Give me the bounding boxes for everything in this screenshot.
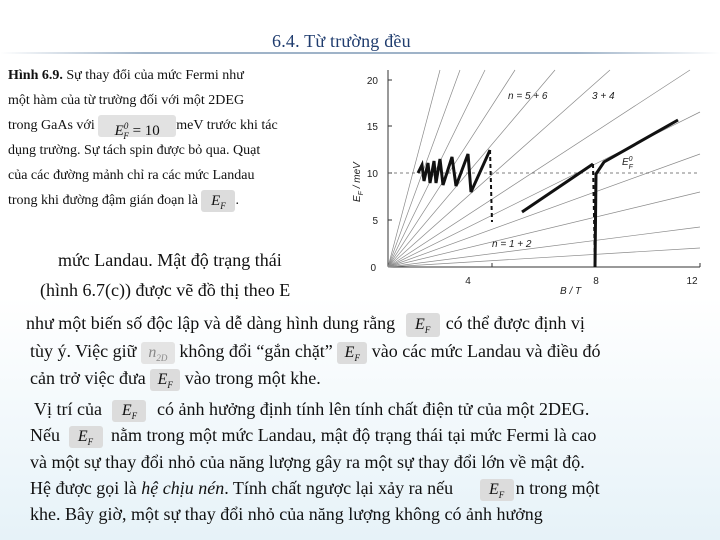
body-line-10: khe. Bây giờ, một sự thay đổi nhỏ của năng lượng không có ảnh hưởng	[30, 504, 543, 524]
caption-line-6	[8, 188, 239, 213]
label-ef0-sup: 0	[628, 156, 633, 163]
x-tick-label: 8	[593, 276, 599, 287]
body-text-span: n trong một	[515, 478, 600, 498]
y-label-symbol: E	[352, 195, 363, 202]
body-line-1: mức Landau. Mật độ trạng thái	[58, 250, 282, 270]
symbol-e: E	[157, 370, 168, 388]
compressible-term: hệ chịu nén	[141, 478, 225, 498]
body-text-span: Hệ được gọi là	[30, 478, 137, 498]
body-text-span: như một biến số độc lập và dễ dàng hình dung rằng	[26, 313, 396, 334]
y-tick-label: 20	[366, 76, 378, 87]
x-axis-label: B / T	[560, 286, 582, 297]
label-top-2: 3 + 4	[592, 91, 615, 102]
ef-symbol	[150, 369, 180, 391]
symbol-sub: F	[498, 490, 505, 501]
symbol-sub: F	[220, 200, 226, 211]
formula-symbol: E	[114, 122, 124, 139]
body-text-span: vào các mức Landau và điều đó	[371, 341, 601, 361]
caption-text: trong GaAs với	[8, 118, 99, 133]
symbol-sub: F	[354, 353, 360, 364]
body-line-2: (hình 6.7(c)) được vẽ đồ thị theo E	[40, 280, 291, 300]
figure-number: Hình 6.9.	[8, 68, 63, 83]
body-text-span: không đổi “gắn chặt”	[179, 341, 333, 361]
title-divider	[0, 52, 720, 54]
body-line-8: và một sự thay đổi nhỏ của năng lượng gây ra một sự thay đổi lớn về mật độ.	[30, 452, 585, 472]
caption-text: Sự thay đổi của mức Fermi như	[62, 68, 244, 83]
fermi-jump	[490, 150, 492, 222]
body-text-span: Nếu	[30, 425, 60, 445]
caption-line-1	[8, 63, 244, 88]
symbol-sub: 2D	[156, 353, 168, 364]
y-tick-label: 0	[370, 263, 376, 274]
label-top: n = 5 + 6	[508, 91, 548, 102]
formula-sup: 0	[123, 120, 129, 131]
symbol-e: E	[415, 316, 425, 333]
body-line-3	[26, 313, 585, 337]
body-text-span: có thể được định vị	[445, 313, 585, 334]
ef-symbol	[480, 479, 514, 501]
slide-title: 6.4. Từ trường đều	[272, 31, 411, 51]
symbol-e: E	[488, 480, 499, 498]
fermi-level-curve	[595, 120, 678, 267]
y-label-sub: F	[358, 191, 365, 196]
ef-symbol	[337, 342, 367, 364]
body-line-9	[30, 478, 600, 501]
body-text-span: tùy ý. Việc giữ	[30, 341, 137, 361]
caption-line-4: dụng trường. Sự tách spin được bỏ qua. Quạt	[8, 143, 261, 158]
y-tick-label: 15	[366, 122, 378, 133]
symbol-e: E	[211, 192, 221, 209]
body-text-span: cản trở việc đưa	[30, 368, 146, 388]
formula-sub: F	[123, 130, 129, 141]
symbol-e: E	[344, 343, 355, 361]
caption-line-3	[8, 113, 278, 141]
ef-symbol	[201, 190, 235, 212]
symbol-sub: F	[131, 411, 138, 422]
body-line-6	[34, 399, 589, 422]
symbol-sub: F	[167, 380, 173, 391]
ef-symbol	[406, 313, 440, 337]
body-text-span: nằm trong một mức Landau, mật độ trạng thái tại mức Fermi là cao	[111, 425, 597, 445]
caption-line-5: của các đường mảnh chỉ ra các mức Landau	[8, 168, 255, 183]
caption-text: meV trước khi tác	[176, 118, 278, 133]
ef-symbol	[69, 426, 103, 448]
ef-symbol	[112, 400, 146, 422]
symbol-sub: F	[87, 437, 94, 448]
body-line-5	[30, 368, 321, 391]
body-text-span: . Tính chất ngược lại xảy ra nếu	[224, 478, 454, 498]
symbol-n: n	[148, 343, 157, 361]
n2d-symbol	[141, 342, 175, 364]
y-tick-label: 10	[366, 169, 378, 180]
caption-text: trong khi đường đậm gián đoạn là	[8, 193, 202, 208]
y-tick-label: 5	[372, 216, 378, 227]
body-line-4	[30, 341, 600, 364]
caption-line-2: một hàm của từ trường đối với một 2DEG	[8, 93, 245, 108]
label-ef0	[622, 156, 634, 171]
x-tick-label: 4	[465, 276, 471, 287]
body-text-span: có ảnh hưởng định tính lên tính chất điện tử của một 2DEG.	[156, 399, 590, 419]
symbol-sub: F	[424, 325, 431, 336]
fermi-level-graph	[340, 62, 720, 302]
formula-value: = 10	[132, 122, 160, 139]
label-bottom: n = 1 + 2	[492, 239, 532, 250]
caption-text: .	[235, 193, 239, 208]
y-axis-label	[352, 161, 365, 202]
label-ef0-sub: F	[628, 164, 633, 171]
ef0-formula	[98, 115, 176, 141]
body-text-span: vào trong một khe.	[184, 368, 321, 388]
symbol-e: E	[77, 427, 88, 445]
symbol-e: E	[121, 401, 132, 419]
y-label-unit: / meV	[352, 162, 363, 192]
body-text-span: Vị trí của	[34, 399, 102, 419]
x-tick-label: 12	[686, 276, 698, 287]
label-ef0-symbol: E	[622, 157, 629, 168]
body-line-7	[30, 425, 596, 448]
